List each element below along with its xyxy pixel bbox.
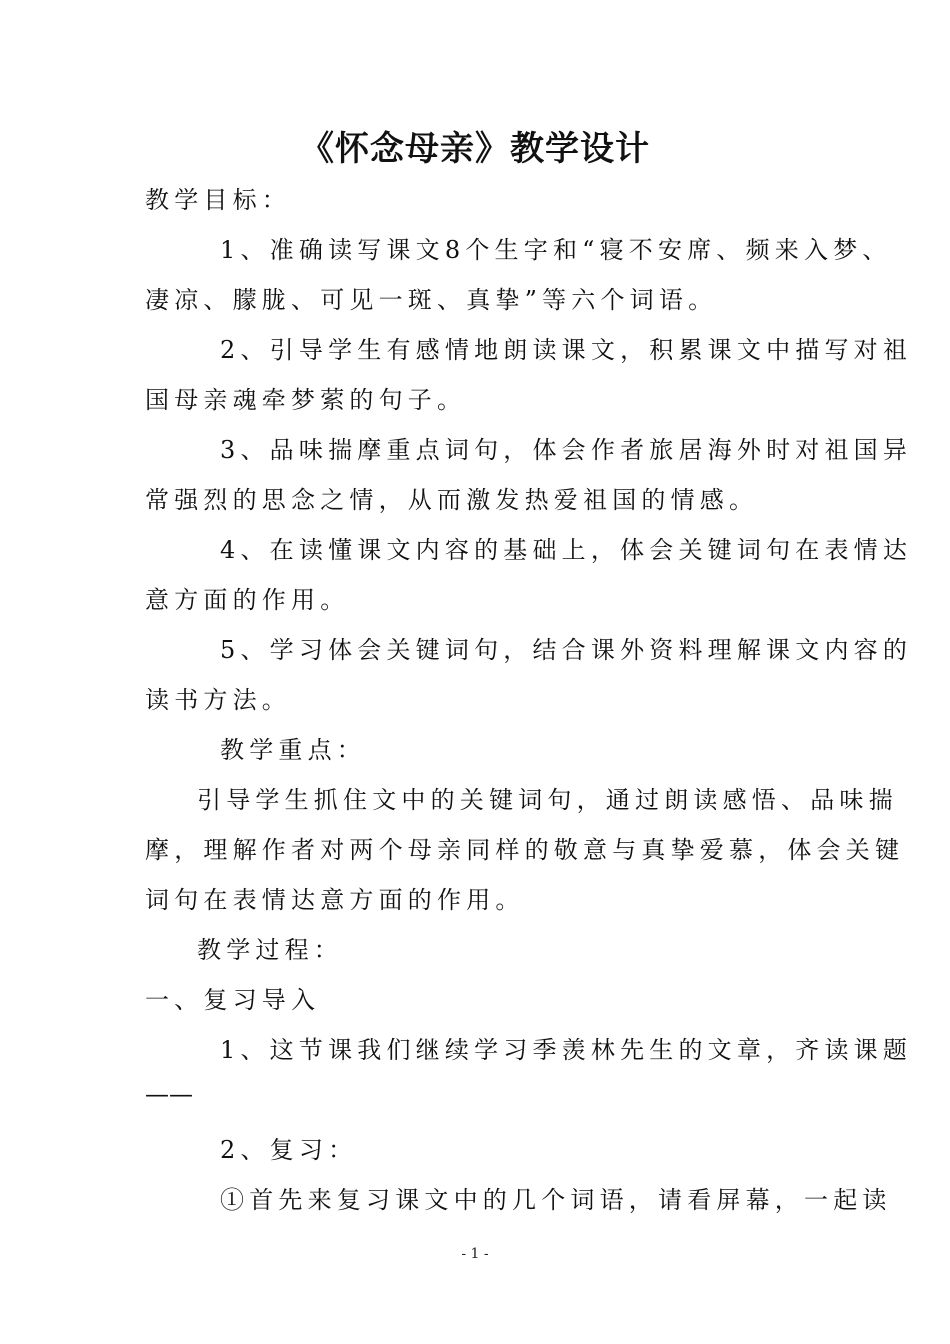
paragraph-line: 1、准确读写课文8个生字和“寝不安席、频来入梦、 <box>220 236 892 264</box>
section-heading-process: 教学过程： <box>197 936 343 964</box>
paragraph-line: 意方面的作用。 <box>145 586 350 614</box>
paragraph-line: 摩，理解作者对两个母亲同样的敬意与真挚爱慕，体会关键 <box>145 836 905 864</box>
paragraph-line: 国母亲魂牵梦萦的句子。 <box>145 386 467 414</box>
section-heading-goals: 教学目标： <box>145 186 291 214</box>
paragraph-line: 1、这节课我们继续学习季羡林先生的文章，齐读课题 <box>220 1036 913 1064</box>
paragraph-line: 2、复习： <box>220 1136 358 1164</box>
section-heading-focus: 教学重点： <box>220 736 366 764</box>
paragraph-line: 2、引导学生有感情地朗读课文，积累课文中描写对祖 <box>220 336 913 364</box>
paragraph-line: 3、品味揣摩重点词句，体会作者旅居海外时对祖国异 <box>220 436 913 464</box>
paragraph-line: 引导学生抓住文中的关键词句，通过朗读感悟、品味揣 <box>197 786 898 814</box>
paragraph-line: 4、在读懂课文内容的基础上，体会关键词句在表情达 <box>220 536 913 564</box>
paragraph-line: 凄凉、朦胧、可见一斑、真挚”等六个词语。 <box>145 286 718 314</box>
paragraph-line: 读书方法。 <box>145 686 291 714</box>
dash-line: —— <box>145 1080 193 1108</box>
paragraph-line: 常强烈的思念之情，从而激发热爱祖国的情感。 <box>145 486 759 514</box>
paragraph-line: 5、学习体会关键词句，结合课外资料理解课文内容的 <box>220 636 913 664</box>
page-title: 《怀念母亲》教学设计 <box>300 129 650 169</box>
paragraph-line: 词句在表情达意方面的作用。 <box>145 886 525 914</box>
section-subheading: 一、复习导入 <box>145 986 321 1014</box>
page-number: - 1 - <box>461 1246 489 1262</box>
paragraph-line: ①首先来复习课文中的几个词语，请看屏幕，一起读 <box>220 1186 892 1214</box>
